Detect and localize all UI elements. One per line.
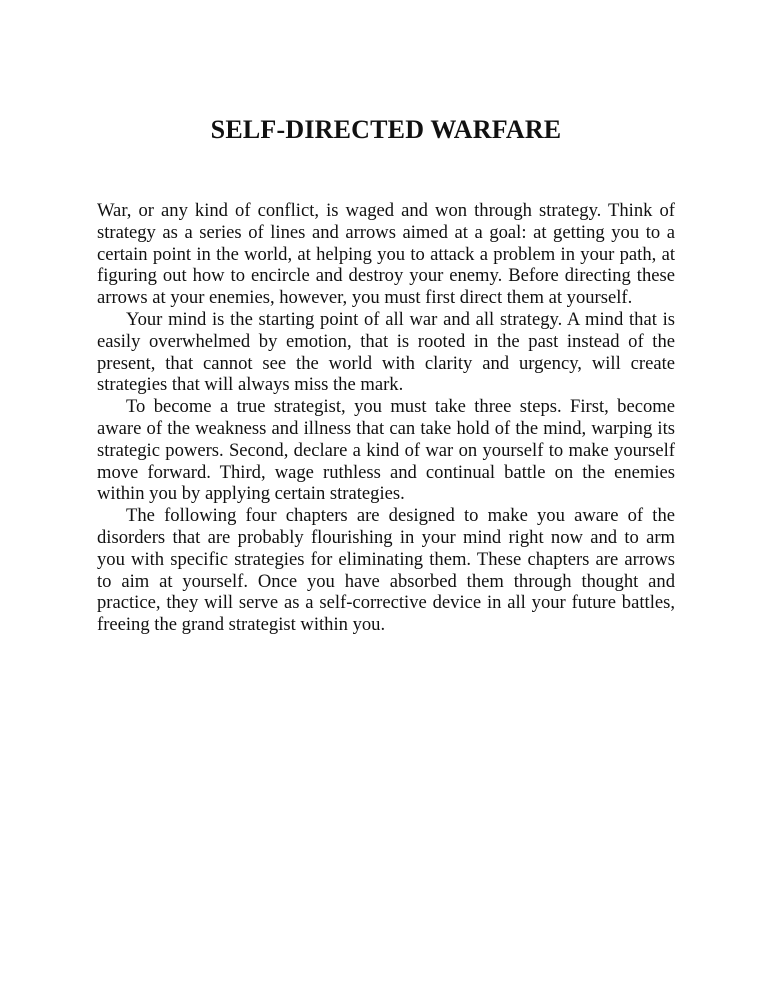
paragraph-1: War, or any kind of conflict, is waged and won through strategy. Think of strategy as a series of lines and arrows aimed at a goal: at getting you to a certain point in the world, at helping you to attack a problem in your path, at figuring out how to encircle and destroy your enemy. Before directing these arrows at your enemies, however, you must first direct them at yourself. — [97, 200, 675, 309]
page-title: SELF-DIRECTED WARFARE — [210, 115, 562, 144]
paragraph-2: Your mind is the starting point of all war and all strategy. A mind that is easily overwhelmed by emotion, that is rooted in the past instead of the present, that cannot see the world with clarity and urgency, will create strategies that will always miss the mark. — [97, 308, 675, 396]
paragraph-4: The following four chapters are designed to make you aware of the disorders that are probably flourishing in your mind right now and to arm you with specific strategies for eliminating them. These chapters are arrows to aim at yourself. Once you have absorbed them through thought and practice, they will serve as a self-corrective device in all your future battles, freeing the grand strategist within you. — [97, 505, 675, 636]
paragraph-3: To become a true strategist, you must take three steps. First, become aware of the weakness and illness that can take hold of the mind, warping its strategic powers. Second, declare a kind of war on yourself to make yourself move forward. Third, wage ruthless and continual battle on the enemies within you by applying certain strategies. — [97, 396, 675, 505]
body-text — [97, 200, 675, 636]
